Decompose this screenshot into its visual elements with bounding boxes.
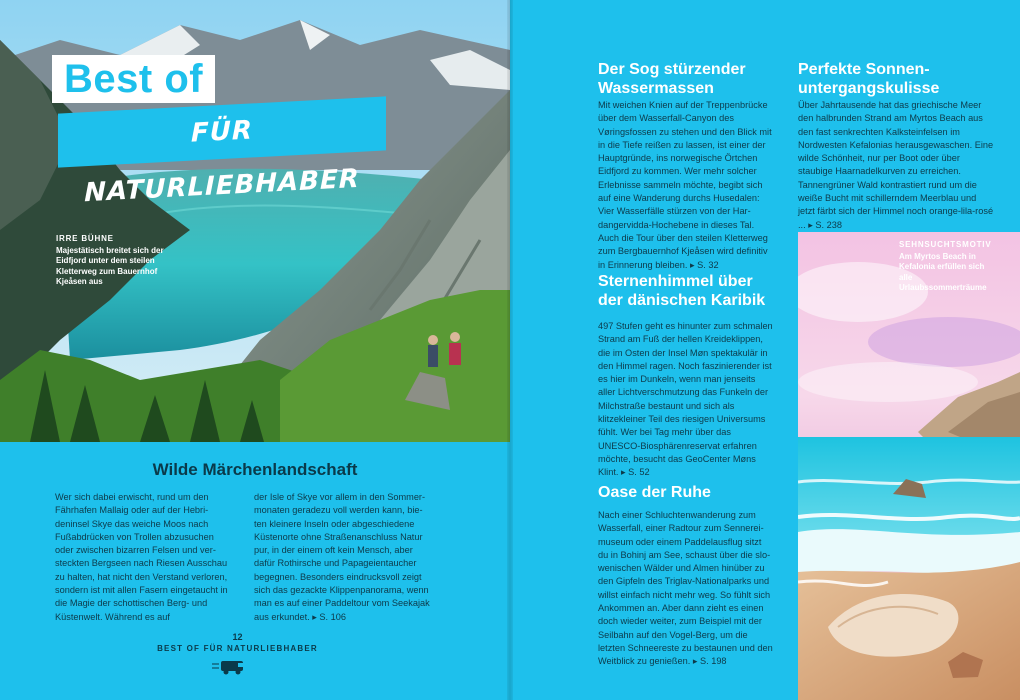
caption-title: SEHNSUCHTSMOTIV — [899, 240, 992, 249]
body-text-left-col1: Wer sich dabei erwischt, rund um den Fährhafen Mallaig oder auf der Hebrideninsel Skye das weiche Moos nach Fußabdrücken von Trollen abzusuchen oder zwischen bizarren Felsen und versteckten Bergseen nach Riesen Ausschau zu halten, hat nicht den Verstand verloren, sondern ist mit allen Fasern eingetaucht in die Magie der schottischen Berg- und Küstenwelt. Während es auf — [55, 492, 228, 622]
caption-text: Majestätisch breitet sich der Eidfjord unter dem steilen Kletterweg zum Bauernhof Kjeåsen aus — [56, 245, 164, 286]
heading-sonnenuntergang: Perfekte Sonnenuntergangskulisse — [798, 61, 940, 97]
caption-title: IRRE BÜHNE — [56, 234, 114, 243]
title-naturliebhaber: FÜR NATURLIEBHABER — [58, 105, 386, 159]
heading-wilde-maerchenlandschaft: Wilde Märchenlandschaft — [152, 460, 358, 479]
heading-oase-der-ruhe: Oase der Ruhe — [598, 484, 711, 501]
body-text-left-col2: der Isle of Skye vor allem in den Sommermonaten geradezu voll werden kann, bieten kleinere Inseln oder abgeschiedene Küstenorte ohne Straßenanschluss Natur pur, in der einem oft kein Mensch, aber dafür Rothirsche und Papageientaucher begegnen. Besonders eindrucksvoll zeigt sich das gezackte Klippenpanorama, wenn man es auf einer Paddeltour vom Seekajak aus erkundet. ▸ S. 106 — [254, 492, 430, 622]
book-gutter — [507, 0, 513, 700]
photo-caption-left — [56, 234, 176, 288]
title-best-of: Best of — [52, 55, 215, 103]
body-text-moen: 497 Stufen geht es hinunter zum schmalen Strand am Fuß der hellen Kreideklippen, die im Osten der Insel Møn spektakulär in den Himmel ragen. Noch faszinierender ist es hier im Dunkeln, wenn man jenseits aller Lichtverschmutzung das Funkeln der Milchstraße bestaunt und sich als klitzekleiner Teil des riesigen Universums fühlt. Wer bei Tag mehr über das UNESCO-Biosphärenreservat erfahren möchte, besucht das GeoCenter Møns Klint. ▸ S. 52 — [598, 321, 773, 478]
body-text-eidfjord: Mit weichen Knien auf der Treppenbrücke über dem Wasserfall-Canyon des Vøringsfossen zu stehen und den Blick mit in die Tiefe reißen zu lassen, ist einer der Hauptgründe, ins norwegische Örtchen Eidfjord zu kommen. Wer mehr solcher Erlebnisse sammeln möchte, begibt sich auf eine Wanderung durchs Husedalen: Vier Wasserfälle stürzen von der Hardangervidda-Hochebene in dieses Tal. Auch die Tour über den steilen Kletterweg zum Bergbauernhof Kjeåsen wird definitiv in Erinnerung bleiben. ▸ S. 32 — [598, 100, 772, 270]
heading-sternenhimmel: Sternenhimmel über der dänischen Karibik — [598, 273, 766, 309]
camper-van-icon — [212, 658, 248, 676]
page-number: 12 — [232, 632, 243, 642]
photo-caption-right — [899, 240, 994, 294]
heading-sog-wassermassen: Der Sog stürzender Wassermassen — [598, 61, 746, 97]
running-footer: BEST OF FÜR NATURLIEBHABER — [157, 644, 318, 653]
caption-text: Am Myrtos Beach in Kefalonia erfüllen sich alle Urlaubssommerträume — [899, 251, 987, 292]
beach-photo — [798, 232, 1020, 700]
body-text-bohinj: Nach einer Schluchtenwanderung zum Wasserfall, einer Radtour zum Sennereimuseum oder einem Paddelausflug sitzt du in Bohinj am See, schaust über die slowenischen Wälder und Almen hinüber zu den Gipfeln des Triglav-Nationalparks und willst einfach nicht mehr weg. So fühlt sich Ankommen an. Aber dann zieht es einen doch wieder weiter, zum Beispiel mit der Seilbahn auf den Vogel-Berg, um die letzten Schneereste zu bestaunen und den Weitblick zu genießen. ▸ S. 198 — [598, 510, 773, 667]
body-text-kefalonia: Über Jahrtausende hat das griechische Meer den halbrunden Strand am Myrtos Beach aus den fast senkrechten Kalksteinfelsen im Nordwesten Kefalonias herausgewaschen. Eine wilde Schönheit, nur per Boot oder über staubige Haarnadelkurven zu erreichen. Tannengrüner Wald kontrastiert rund um die weiße Bucht mit schillerndem Meerblau und jetzt färbt sich der Himmel noch orange-lila-rosé ... ▸ S. 238 — [798, 100, 994, 230]
